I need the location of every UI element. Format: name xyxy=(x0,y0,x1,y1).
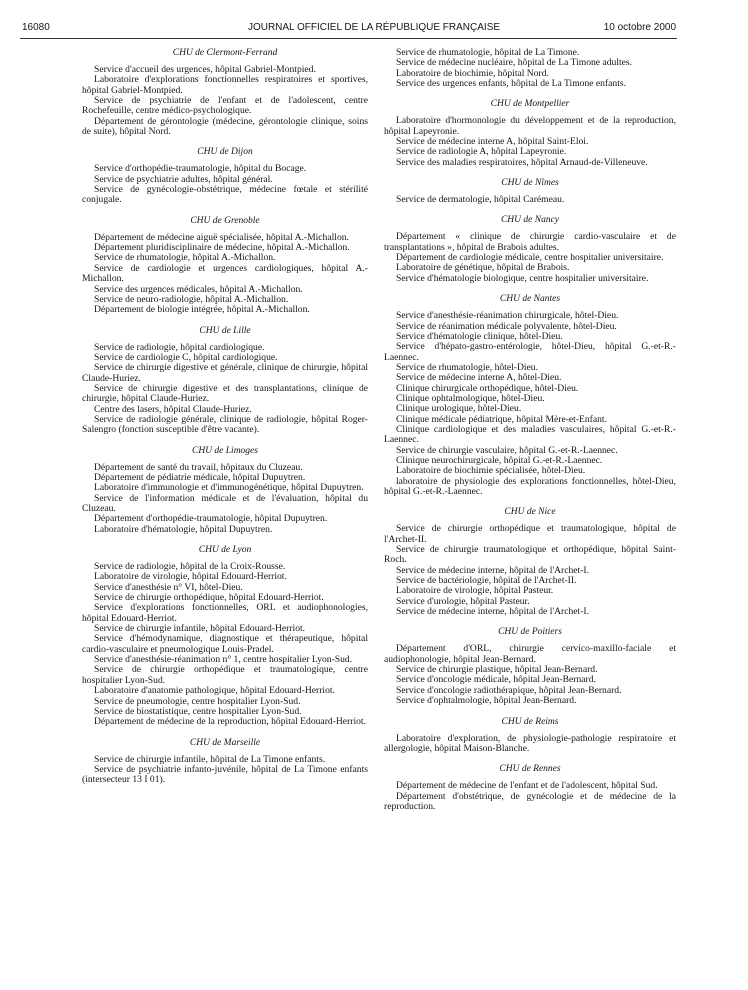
service-entry: Service de rhumatologie, hôtel-Dieu. xyxy=(396,361,538,373)
service-entry: Département de cardiologie médicale, centre hospitalier universitaire. xyxy=(396,252,664,264)
service-entry: Laboratoire d'anatomie pathologique, hôpital Edouard-Herriot. xyxy=(94,685,335,697)
service-entry: Service de médecine interne A, hôpital Saint-Eloi. xyxy=(396,136,589,148)
service-entry: Service de pneumologie, centre hospitalier Lyon-Sud. xyxy=(94,695,301,707)
service-entry: Département « clinique de chirurgie cardio-vasculaire et de transplantations », hôpital de Brabois adultes. xyxy=(384,231,676,253)
service-entry: Service d'anesthésie n° VI, hôtel-Dieu. xyxy=(94,581,243,593)
right-column xyxy=(384,48,676,822)
service-entry: Département d'orthopédie-traumatologie, hôpital Dupuytren. xyxy=(94,513,328,525)
service-entry: Laboratoire de biochimie, hôpital Nord. xyxy=(396,67,549,79)
service-entry: Département de santé du travail, hôpitaux du Cluzeau. xyxy=(94,461,303,473)
service-entry: Département de médecine de la reproduction, hôpital Edouard-Herriot. xyxy=(94,716,366,728)
service-entry: Service de psychiatrie infanto-juvénile, hôpital de La Timone enfants (intersecteur 13 I 01). xyxy=(82,763,368,786)
chu-section xyxy=(82,545,368,728)
service-entry: Service des urgences médicales, hôpital A.-Michallon. xyxy=(94,283,303,295)
service-entry: Service de radiologie, hôpital cardiologique. xyxy=(94,341,265,353)
service-entry: Service de neuro-radiologie, hôpital A.-Michallon. xyxy=(94,293,289,305)
service-entry: Service de médecine nucléaire, hôpital de La Timone adultes. xyxy=(396,57,633,69)
service-entry: Service d'ophtalmologie, hôpital Jean-Bernard. xyxy=(396,695,577,707)
chu-section xyxy=(384,215,676,284)
service-entry: Clinique ophtalmologique, hôtel-Dieu. xyxy=(396,392,545,404)
service-entry: Laboratoire de virologie, hôpital Pasteur. xyxy=(396,585,554,597)
service-entry: Service de chirurgie vasculaire, hôpital G.-et-R.-Laennec. xyxy=(396,444,618,456)
service-entry: Service de bactériologie, hôpital de l'Archet-II. xyxy=(396,575,577,587)
chu-section xyxy=(384,48,676,89)
service-entry: Service de radiologie, hôpital de la Croix-Rousse. xyxy=(94,561,286,573)
journal-title: JOURNAL OFFICIEL DE LA RÉPUBLIQUE FRANÇAISE xyxy=(247,22,501,33)
service-entry: Service de dermatologie, hôpital Carémeau. xyxy=(396,194,565,206)
section-title: CHU de Poitiers xyxy=(498,627,562,638)
service-entry: Service d'orthopédie-traumatologie, hôpital du Bocage. xyxy=(94,163,307,175)
section-title: CHU de Marseille xyxy=(189,737,261,748)
chu-section xyxy=(384,99,676,168)
chu-section xyxy=(82,326,368,436)
section-title: CHU de Grenoble xyxy=(190,215,260,226)
service-entry: Service de biostatistique, centre hospitalier Lyon-Sud. xyxy=(94,705,302,717)
service-entry: Service d'oncologie médicale, hôpital Jean-Bernard. xyxy=(396,674,596,686)
service-entry: Département de pédiatrie médicale, hôpital Dupuytren. xyxy=(94,471,306,483)
service-entry: Service de radiologie A, hôpital Lapeyronie. xyxy=(396,146,567,158)
service-entry: Clinique urologique, hôtel-Dieu. xyxy=(396,403,522,415)
service-entry: Département de médecine aiguë spécialisée, hôpital A.-Michallon. xyxy=(94,231,349,243)
service-entry: Service de radiologie générale, clinique de radiologie, hôpital Roger-Salengro (fonction susceptible d'être vacante). xyxy=(82,413,368,436)
section-title: CHU de Reims xyxy=(501,716,559,727)
chu-section xyxy=(82,147,368,205)
service-entry: Service d'anesthésie-réanimation n° 1, centre hospitalier Lyon-Sud. xyxy=(94,654,353,666)
chu-section xyxy=(82,216,368,316)
service-entry: Laboratoire d'hormonologie du développement et de la reproduction, hôpital Lapeyronie. xyxy=(384,115,676,137)
service-entry: Clinique médicale pédiatrique, hôpital Mère-et-Enfant. xyxy=(396,413,607,425)
service-entry: Service de médecine interne A, hôtel-Dieu. xyxy=(396,372,562,384)
service-entry: Centre des lasers, hôpital Claude-Huriez. xyxy=(94,403,252,415)
issue-date: 10 octobre 2000 xyxy=(603,22,676,33)
service-entry: Service des urgences enfants, hôpital de La Timone enfants. xyxy=(396,78,627,90)
service-entry: Service d'hémodynamique, diagnostique et thérapeutique, hôpital cardio-vasculaire et pneumologique Louis-Pradel. xyxy=(82,633,368,655)
chu-section xyxy=(82,48,368,137)
service-entry: Service de médecine interne, hôpital de l'Archet-I. xyxy=(396,606,589,618)
service-entry: Service de l'information médicale et de l'évaluation, hôpital du Cluzeau. xyxy=(82,492,368,514)
service-entry: Département d'ORL, chirurgie cervico-maxillo-faciale et audiophonologie, hôpital Jean-Bernard. xyxy=(384,643,676,665)
chu-section xyxy=(384,178,676,205)
service-entry: Service de chirurgie orthopédique et traumatologique, hôpital de l'Archet-II. xyxy=(384,523,676,545)
section-title: CHU de Dijon xyxy=(197,147,253,158)
service-entry: Service de gynécologie-obstétrique, médecine fœtale et stérilité conjugale. xyxy=(82,184,368,206)
service-entry: Service de chirurgie orthopédique et traumatologique, centre hospitalier Lyon-Sud. xyxy=(82,664,368,686)
service-entry: Service d'hématologie biologique, centre hospitalier universitaire. xyxy=(396,272,649,284)
service-entry: Service de chirurgie traumatologique et orthopédique, hôpital Saint-Roch. xyxy=(384,544,676,566)
service-entry: Service d'hématologie clinique, hôtel-Dieu. xyxy=(396,330,563,342)
service-entry: Laboratoire d'explorations fonctionnelles respiratoires et sportives, hôpital Gabriel-Montpied. xyxy=(82,74,368,96)
section-title: CHU de Nantes xyxy=(499,294,561,305)
service-entry: Département de médecine de l'enfant et de l'adolescent, hôpital Sud. xyxy=(396,780,658,792)
page-number: 16080 xyxy=(22,22,50,33)
service-entry: Département de gérontologie (médecine, gérontologie clinique, soins de suite), hôpital Nord. xyxy=(82,115,368,138)
service-entry: Service d'explorations fonctionnelles, ORL et audiophonologies, hôpital Edouard-Herriot. xyxy=(82,602,368,624)
chu-section xyxy=(384,764,676,812)
service-entry: Service de médecine interne, hôpital de l'Archet-I. xyxy=(396,564,589,576)
section-title: CHU de Nice xyxy=(504,507,556,518)
service-entry: Clinique neurochirurgicale, hôpital G.-et-R.-Laennec. xyxy=(396,454,603,466)
service-entry: Laboratoire de virologie, hôpital Edouard-Herriot. xyxy=(94,571,287,583)
chu-section xyxy=(384,294,676,497)
section-title: CHU de Lille xyxy=(199,325,251,336)
section-title: CHU de Montpellier xyxy=(490,99,570,110)
service-entry: Laboratoire d'immunologie et d'immunogénétique, hôpital Dupuytren. xyxy=(94,482,364,494)
section-title: CHU de Nancy xyxy=(500,215,560,226)
section-title: CHU de Lyon xyxy=(198,545,252,556)
chu-section xyxy=(384,627,676,706)
service-entry: Service de chirurgie infantile, hôpital Edouard-Herriot. xyxy=(94,623,306,635)
chu-section xyxy=(384,717,676,755)
service-entry: Service de rhumatologie, hôpital de La Timone. xyxy=(396,47,580,58)
service-entry: Département d'obstétrique, de gynécologie et de médecine de la reproduction. xyxy=(384,790,676,812)
service-entry: Service de réanimation médicale polyvalente, hôtel-Dieu. xyxy=(396,320,617,332)
header-rule xyxy=(20,38,677,39)
chu-section xyxy=(82,446,368,535)
service-entry: Service d'anesthésie-réanimation chirurgicale, hôtel-Dieu. xyxy=(396,310,619,322)
service-entry: Service d'oncologie radiothérapique, hôpital Jean-Bernard. xyxy=(396,684,622,696)
service-entry: Service de chirurgie digestive et des transplantations, clinique de chirurgie, hôpital Claude-Huriez. xyxy=(82,382,368,405)
service-entry: Département pluridisciplinaire de médecine, hôpital A.-Michallon. xyxy=(94,242,350,254)
service-entry: Laboratoire d'exploration, de physiologie-pathologie respiratoire et allergologie, hôpital Maison-Blanche. xyxy=(384,732,676,754)
section-title: CHU de Nîmes xyxy=(501,178,559,189)
service-entry: Laboratoire d'hématologie, hôpital Dupuytren. xyxy=(94,523,273,535)
service-entry: Clinique cardiologique et des maladies vasculaires, hôpital G.-et-R.-Laennec. xyxy=(384,423,676,446)
section-title: CHU de Limoges xyxy=(192,445,258,456)
service-entry: Service d'hépato-gastro-entérologie, hôtel-Dieu, hôpital G.-et-R.-Laennec. xyxy=(384,341,676,363)
section-title: CHU de Rennes xyxy=(499,764,561,775)
chu-section xyxy=(384,507,676,617)
service-entry: Service d'urologie, hôpital Pasteur. xyxy=(396,595,530,607)
service-entry: Service d'accueil des urgences, hôpital Gabriel-Montpied. xyxy=(94,64,316,75)
service-entry: Service de psychiatrie adultes, hôpital général. xyxy=(94,173,273,185)
service-entry: laboratoire de physiologie des explorations fonctionnelles, hôtel-Dieu, hôpital G.-et-R.-Laennec. xyxy=(384,475,676,497)
service-entry: Laboratoire de génétique, hôpital de Brabois. xyxy=(396,262,570,274)
chu-section xyxy=(82,738,368,786)
service-entry: Service des maladies respiratoires, hôpital Arnaud-de-Villeneuve. xyxy=(396,156,648,168)
left-column xyxy=(82,48,368,796)
service-entry: Service de chirurgie plastique, hôpital Jean-Bernard. xyxy=(396,664,598,676)
service-entry: Laboratoire de biochimie spécialisée, hôtel-Dieu. xyxy=(396,465,586,477)
service-entry: Service de chirurgie digestive et générale, clinique de chirurgie, hôpital Claude-Huriez. xyxy=(82,362,368,384)
service-entry: Service de chirurgie orthopédique, hôpital Edouard-Herriot. xyxy=(94,592,324,604)
section-title: CHU de Clermont-Ferrand xyxy=(172,48,278,58)
service-entry: Service de cardiologie C, hôpital cardiologique. xyxy=(94,351,278,363)
service-entry: Service de cardiologie et urgences cardiologiques, hôpital A.-Michallon. xyxy=(82,262,368,285)
service-entry: Service de psychiatrie de l'enfant et de l'adolescent, centre Rochefeuille, centre médico-psychologique. xyxy=(82,95,368,117)
service-entry: Clinique chirurgicale orthopédique, hôtel-Dieu. xyxy=(396,382,579,394)
service-entry: Service de rhumatologie, hôpital A.-Michallon. xyxy=(94,252,276,264)
service-entry: Service de chirurgie infantile, hôpital de La Timone enfants. xyxy=(94,753,326,765)
service-entry: Département de biologie intégrée, hôpital A.-Michallon. xyxy=(94,304,310,316)
